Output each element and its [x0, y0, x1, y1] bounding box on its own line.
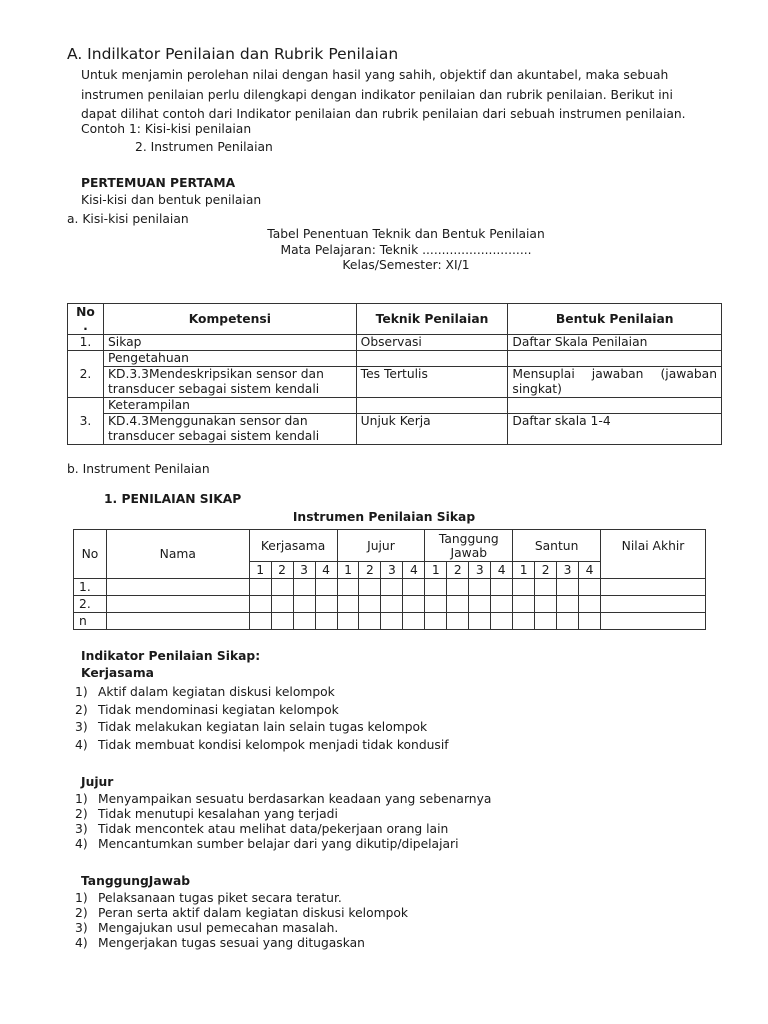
- score-header: 3: [469, 562, 491, 579]
- list-item: 4) Mencantumkan sumber belajar dari yang dikutip/dipelajari: [75, 837, 459, 851]
- list-item: 2) Tidak menutupi kesalahan yang terjadi: [75, 807, 338, 821]
- score-header: 3: [381, 562, 403, 579]
- jujur-title: Jujur: [81, 775, 114, 789]
- list-item: 3) Mengajukan usul pemecahan masalah.: [75, 921, 339, 935]
- caption-class: Kelas/Semester: XI/1: [342, 258, 470, 272]
- row-teknik: Observasi: [356, 335, 508, 351]
- intro-paragraph: [81, 66, 722, 125]
- score-header: 4: [491, 562, 513, 579]
- score-header: 1: [249, 562, 271, 579]
- table-row: [68, 367, 722, 398]
- row-no: 2.: [74, 596, 107, 613]
- table1-caption: [200, 227, 612, 274]
- row-teknik: Tes Tertulis: [356, 367, 508, 398]
- item-a-label: a. Kisi-kisi penilaian: [67, 212, 189, 226]
- list-item: 1) Aktif dalam kegiatan diskusi kelompok: [75, 685, 335, 699]
- col-header-no: No .: [68, 304, 104, 335]
- kerjasama-title: Kerjasama: [81, 666, 154, 680]
- indikator-title: Indikator Penilaian Sikap:: [81, 649, 261, 663]
- row-teknik: Unjuk Kerja: [356, 414, 508, 445]
- table2-caption: Instrumen Penilaian Sikap: [292, 510, 476, 524]
- row-no: 3.: [68, 398, 104, 445]
- nilai-akhir-spacer: [601, 562, 706, 579]
- intro-line: dapat dilihat contoh dari Indikator penilaian dan rubrik penilaian dari sebuah instrumen penilaian.: [81, 107, 686, 121]
- jujur-list: [75, 792, 491, 852]
- row-no: n: [74, 613, 107, 630]
- row-kompetensi-kd: KD.3.3Mendeskripsikan sensor dan transducer sebagai sistem kendali: [103, 367, 356, 398]
- row-kompetensi: Sikap: [103, 335, 356, 351]
- score-header: 3: [557, 562, 579, 579]
- caption-subject: Mata Pelajaran: Teknik ............................: [280, 242, 532, 257]
- col-header-teknik: Teknik Penilaian: [356, 304, 508, 335]
- score-header: 1: [513, 562, 535, 579]
- score-header: 3: [293, 562, 315, 579]
- col-header-nilai-akhir: Nilai Akhir: [601, 530, 706, 562]
- row-kompetensi-title: Pengetahuan: [103, 351, 356, 367]
- row-empty: [508, 398, 722, 414]
- list-item: 1) Pelaksanaan tugas piket secara teratur.: [75, 891, 342, 905]
- row-no: 1.: [74, 579, 107, 596]
- col-header-no: No: [74, 530, 107, 579]
- list-item: 3) Tidak mencontek atau melihat data/pekerjaan orang lain: [75, 822, 449, 836]
- list-item: 1) Menyampaikan sesuatu berdasarkan keadaan yang sebenarnya: [75, 792, 492, 806]
- section-b-title: b. Instrument Penilaian: [67, 462, 210, 476]
- row-bentuk: Daftar Skala Penilaian: [508, 335, 722, 351]
- row-kompetensi-title: Keterampilan: [103, 398, 356, 414]
- row-bentuk: Mensuplai jawaban (jawaban singkat): [508, 367, 722, 398]
- score-header: 2: [359, 562, 381, 579]
- assessment-technique-table: [67, 303, 722, 445]
- section-a-heading: A. Indilkator Penilaian dan Rubrik Penilaian: [67, 45, 399, 63]
- group-header-jujur: Jujur: [337, 530, 425, 562]
- list-item: 4) Tidak membuat kondisi kelompok menjadi tidak kondusif: [75, 737, 449, 752]
- meeting-subtitle: Kisi-kisi dan bentuk penilaian: [81, 193, 262, 207]
- penilaian-sikap-heading: 1. PENILAIAN SIKAP: [104, 492, 242, 506]
- score-header: 4: [579, 562, 601, 579]
- table-row: [74, 596, 706, 613]
- table-row: [74, 579, 706, 596]
- table-row: [68, 335, 722, 351]
- table-row: [68, 398, 722, 414]
- group-header-kerjasama: Kerjasama: [249, 530, 337, 562]
- example-line-2: 2. Instrumen Penilaian: [135, 140, 273, 154]
- attitude-assessment-table: [73, 529, 706, 630]
- row-no: 2.: [68, 351, 104, 398]
- row-kompetensi-kd: KD.4.3Menggunakan sensor dan transducer sebagai sistem kendali: [103, 414, 356, 445]
- list-item: 3) Tidak melakukan kegiatan lain selain tugas kelompok: [75, 720, 428, 735]
- col-header-kompetensi: Kompetensi: [103, 304, 356, 335]
- tanggungjawab-list: [75, 891, 408, 951]
- col-header-nama: Nama: [106, 530, 249, 579]
- row-empty: [356, 398, 508, 414]
- score-header: 1: [425, 562, 447, 579]
- list-item: 4) Mengerjakan tugas sesuai yang ditugaskan: [75, 936, 365, 950]
- score-header: 2: [535, 562, 557, 579]
- row-bentuk: Daftar skala 1-4: [508, 414, 722, 445]
- caption-title: Tabel Penentuan Teknik dan Bentuk Penilaian: [267, 227, 545, 241]
- list-item: 2) Tidak mendominasi kegiatan kelompok: [75, 702, 339, 717]
- col-header-bentuk: Bentuk Penilaian: [508, 304, 722, 335]
- table-row: [68, 351, 722, 367]
- group-header-santun: Santun: [513, 530, 601, 562]
- kerjasama-list: [75, 684, 449, 754]
- example-line-1: Contoh 1: Kisi-kisi penilaian: [81, 122, 252, 136]
- meeting-title: PERTEMUAN PERTAMA: [81, 176, 236, 190]
- tanggungjawab-title: TanggungJawab: [81, 874, 191, 888]
- score-header: 4: [315, 562, 337, 579]
- row-empty: [356, 351, 508, 367]
- table-row: [74, 613, 706, 630]
- score-header: 2: [447, 562, 469, 579]
- intro-line: instrumen penilaian perlu dilengkapi dengan indikator penilaian dan rubrik penilaian. Berikut ini: [81, 87, 673, 102]
- score-header: 2: [271, 562, 293, 579]
- row-no: 1.: [68, 335, 104, 351]
- row-empty: [508, 351, 722, 367]
- list-item: 2) Peran serta aktif dalam kegiatan diskusi kelompok: [75, 906, 409, 920]
- table-row: [68, 414, 722, 445]
- score-header: 1: [337, 562, 359, 579]
- intro-line: Untuk menjamin perolehan nilai dengan hasil yang sahih, objektif dan akuntabel, maka sebuah: [81, 68, 669, 82]
- group-header-tanggungjawab: Tanggung Jawab: [425, 530, 513, 562]
- score-header: 4: [403, 562, 425, 579]
